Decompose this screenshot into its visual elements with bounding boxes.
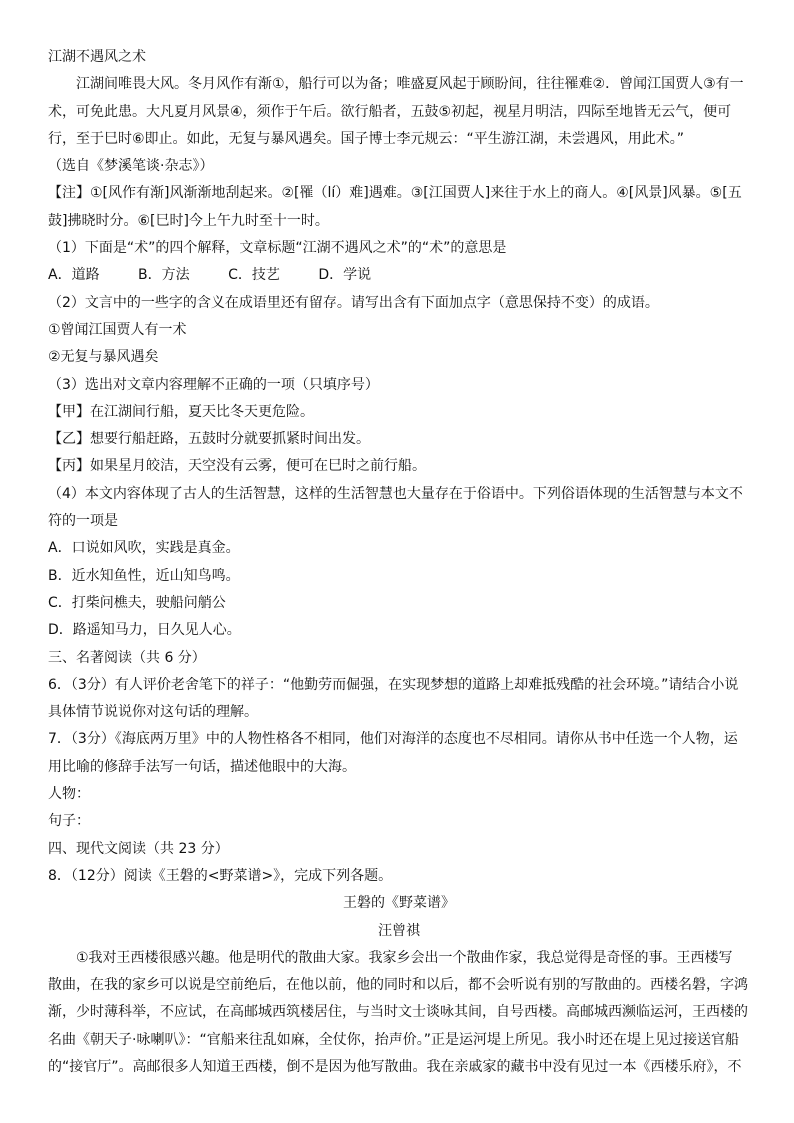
question-7-line-2: 用比喻的修辞手法写一句话，描述他眼中的大海。	[48, 758, 356, 775]
question-7-line-1: 7．（3分）《海底两万里》中的人物性格各不相同，他们对海洋的态度也不尽相同。请你从书中任选一个人物，运	[48, 731, 738, 748]
question-3-item-yi: 【乙】想要行船赶路，五鼓时分就要抓紧时间出发。	[48, 431, 370, 448]
question-1-options	[48, 262, 750, 289]
question-2-item-2: ②无复与暴风遇矣	[48, 349, 159, 366]
article-para-1-line-1: ①我对王西楼很感兴趣。他是明代的散曲大家。我家乡会出一个散曲作家，我总觉得是奇怪的事。王西楼写	[76, 949, 733, 966]
question-2-stem: （2）文言中的一些字的含义在成语里还有留存。请写出含有下面加点字（意思保持不变）的成语。	[48, 294, 659, 311]
section-4-heading: 四、现代文阅读（共 23 分）	[48, 840, 229, 857]
classical-source: （选自《梦溪笔谈·杂志》）	[48, 158, 214, 175]
classical-title: 江湖不遇风之术	[48, 49, 146, 65]
article-para-1-line-3: 渐，少时薄科举，不应试，在高邮城西筑楼居住，与当时文士谈咏其间，自号西楼。高邮城西濒临运河，王西楼的	[48, 1004, 748, 1021]
question-1-option-c: C．技艺	[228, 267, 280, 284]
classical-line-1: 江湖间唯畏大风。冬月风作有渐①，船行可以为备；唯盛夏风起于顾盼间，往往罹难②．曾闻江国贾人③有一	[76, 76, 744, 93]
question-4-stem-line-2: 符的一项是	[48, 513, 118, 530]
question-3-item-bing: 【丙】如果星月皎洁，天空没有云雾，便可在巳时之前行船。	[48, 458, 426, 475]
section-3-heading: 三、名著阅读（共 6 分）	[48, 649, 206, 666]
sentence-label: 句子：	[48, 813, 90, 830]
question-3-item-jia: 【甲】在江湖间行船，夏天比冬天更危险。	[48, 403, 314, 420]
question-1-option-d: D．学说	[318, 267, 372, 284]
question-1-stem: （1）下面是“术”的四个解释，文章标题“江湖不遇风之术”的“术”的意思是	[48, 240, 507, 257]
article-para-1-line-5: 的“接官厅”。高邮很多人知道王西楼，倒不是因为他写散曲。我在亲戚家的藏书中没有见过一本《西楼乐府》，不	[48, 1058, 742, 1075]
question-1-option-a: A．道路	[48, 267, 100, 284]
question-4-option-d: D．路遥知马力，日久见人心。	[48, 622, 241, 639]
question-8-stem: 8．（12分）阅读《王磐的<野菜谱>》，完成下列各题。	[48, 867, 393, 884]
question-1-option-b: B．方法	[138, 267, 190, 284]
classical-line-3: 行，至于巳时⑥即止。如此，无复与暴风遇矣。国子博士李元规云：“平生游江湖，未尝遇风，用此术。”	[48, 130, 685, 147]
question-4-stem-line-1: （4）本文内容体现了古人的生活智慧，这样的生活智慧也大量存在于俗语中。下列俗语体现的生活智慧与本文不	[48, 485, 743, 502]
question-3-stem: （3）选出对文章内容理解不正确的一项（只填序号）	[48, 376, 379, 393]
question-6-line-1: 6．（3分）有人评价老舍笔下的祥子：“他勤劳而倔强，在实现梦想的道路上却难抵残酷的社会环境。”请结合小说	[48, 676, 739, 693]
classical-notes-line-1: 【注】①[风作有渐]风渐渐地刮起来。②[罹（lí）难]遇难。③[江国贾人]来往于水上的商人。④[风景]风暴。⑤[五	[48, 185, 742, 202]
question-4-option-c: C．打柴问樵夫，驶船问艄公	[48, 594, 226, 611]
question-4-option-b: B．近水知鱼性，近山知鸟鸣。	[48, 567, 240, 584]
article-author: 汪曾祺	[378, 922, 420, 939]
article-title: 王磐的《野菜谱》	[343, 895, 455, 912]
article-para-1-line-4: 名曲《朝天子·咏喇叭》：“官船来往乱如麻，全仗你，抬声价。”正是运河堤上所见。我小时还在堤上见过接送官船	[48, 1031, 739, 1048]
question-6-line-2: 具体情节说说你对这句话的理解。	[48, 704, 258, 721]
person-label: 人物：	[48, 786, 90, 803]
classical-notes-line-2: 鼓]拂晓时分。⑥[巳时]今上午九时至十一时。	[48, 212, 329, 229]
classical-line-2: 术，可免此患。大凡夏月风景④，须作于午后。欲行船者，五鼓⑤初起，视星月明洁，四际至地皆无云气，便可	[48, 103, 732, 120]
article-para-1-line-2: 散曲，在我的家乡可以说是空前绝后，在他以前，他的同时和以后，都不会听说有别的写散曲的。西楼名磐，字鸿	[48, 977, 748, 994]
question-4-option-a: A．口说如风吹，实践是真金。	[48, 540, 240, 557]
question-2-item-1: ①曾闻江国贾人有一术	[48, 321, 187, 338]
